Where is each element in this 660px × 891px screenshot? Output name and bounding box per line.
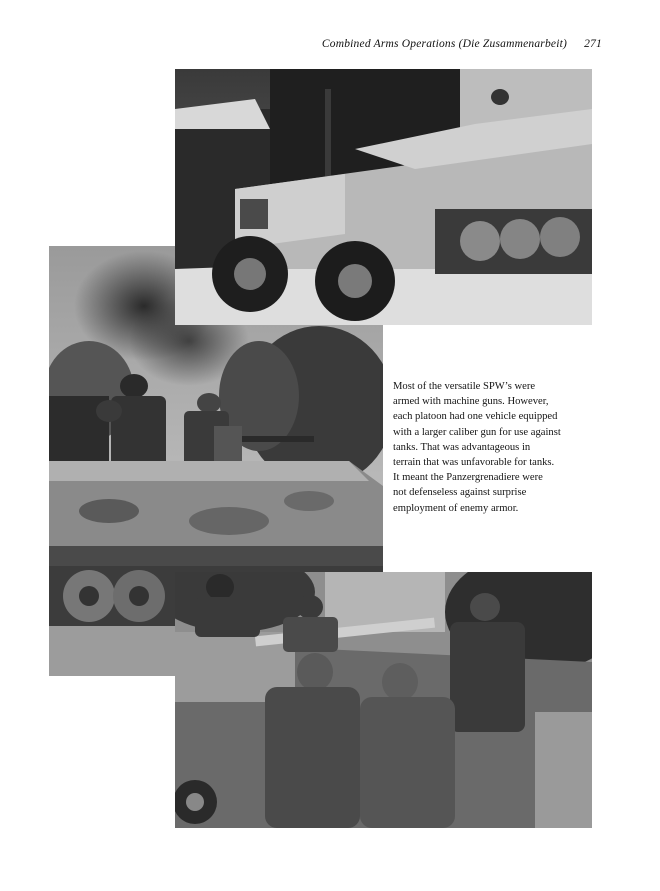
- page-number: 271: [584, 38, 602, 50]
- caption-line: each platoon had one vehicle equipped: [393, 411, 558, 423]
- caption-line: It meant the Panzergrenadiere were: [393, 472, 543, 484]
- photo-caption: [393, 379, 618, 516]
- caption-line: tanks. That was advantageous in: [393, 441, 531, 453]
- caption-line: terrain that was unfavorable for tanks.: [393, 457, 555, 469]
- photo-crew-posing: [175, 572, 592, 828]
- running-header: [322, 38, 602, 50]
- photo-halftrack-snow: [175, 69, 592, 325]
- caption-line: not defenseless against surprise: [393, 487, 527, 499]
- caption-line: employment of enemy armor.: [393, 502, 519, 514]
- caption-line: Most of the versatile SPW’s were: [393, 381, 536, 392]
- chapter-title: Combined Arms Operations (Die Zusammenarbeit): [321, 38, 568, 50]
- caption-line: with a larger caliber gun for use against: [393, 426, 561, 438]
- caption-line: armed with machine guns. However,: [393, 396, 549, 408]
